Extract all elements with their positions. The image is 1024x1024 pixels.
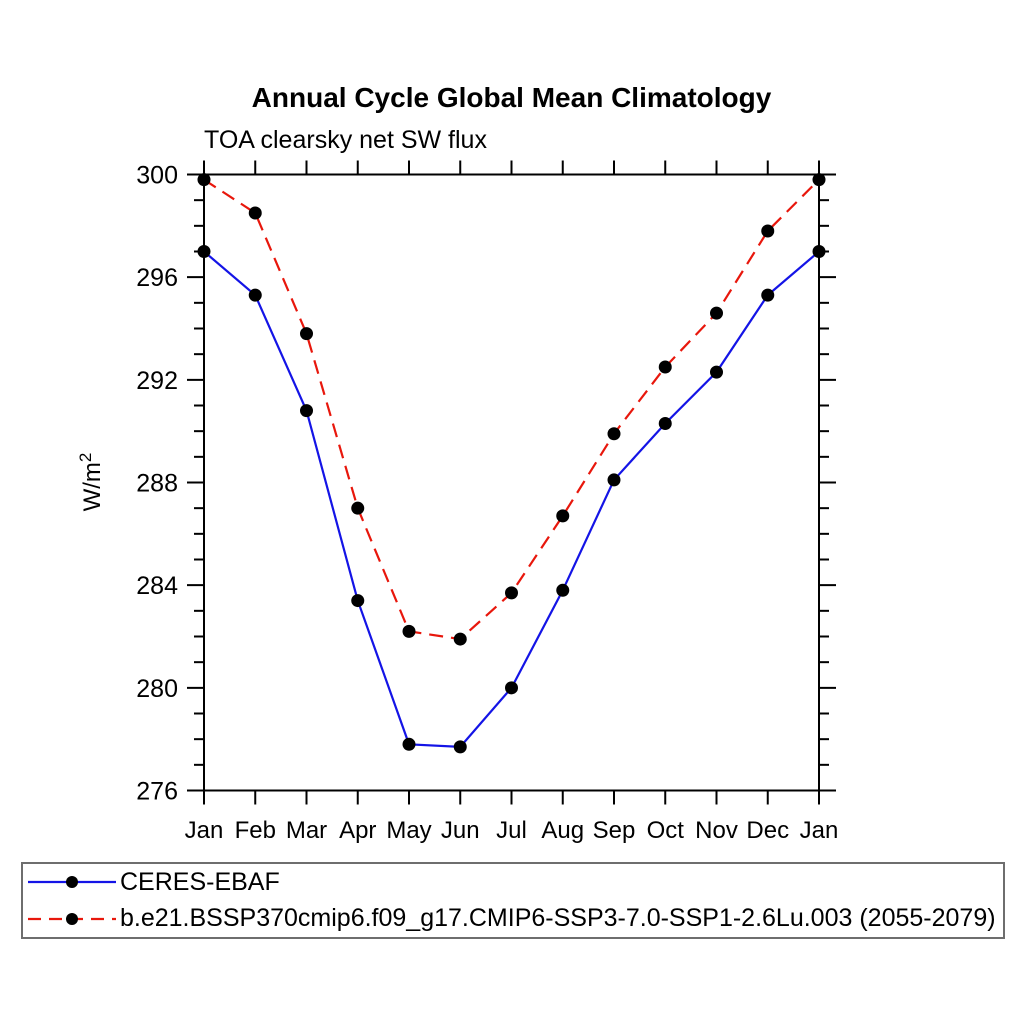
data-point-marker <box>300 404 313 417</box>
data-point-marker <box>813 173 826 186</box>
data-point-marker <box>249 207 262 220</box>
y-axis-title: $W/m^2$ <box>76 452 106 512</box>
x-tick-label: Apr <box>339 817 377 844</box>
data-point-marker <box>556 584 569 597</box>
x-tick-label: Jan <box>799 817 839 844</box>
data-point-marker <box>659 417 672 430</box>
chart-legend <box>21 862 1005 939</box>
data-point-marker <box>454 740 467 753</box>
data-point-marker <box>300 327 313 340</box>
y-tick-label: 292 <box>136 366 178 395</box>
x-tick-label: Jun <box>440 817 480 844</box>
legend-line-sample <box>26 873 118 891</box>
data-point-marker <box>659 361 672 374</box>
data-point-marker <box>710 366 723 379</box>
y-tick-label: 288 <box>136 469 178 498</box>
y-tick-label: 300 <box>136 161 178 190</box>
legend-item-0 <box>26 864 1003 901</box>
chart-subtitle: TOA clearsky net SW flux <box>204 126 487 154</box>
series-markers-0 <box>198 245 826 753</box>
data-point-marker <box>761 289 774 302</box>
series-line-1 <box>204 180 819 639</box>
data-point-marker <box>710 307 723 320</box>
x-axis <box>185 161 839 845</box>
y-tick-label: 280 <box>136 674 178 703</box>
legend-sample-marker-icon <box>66 913 78 925</box>
y-axis <box>136 162 836 806</box>
legend-item-1 <box>26 901 1003 938</box>
x-tick-label: Nov <box>695 817 738 844</box>
x-tick-label: Aug <box>541 817 585 844</box>
data-point-marker <box>505 681 518 694</box>
data-point-marker <box>608 473 621 486</box>
legend-label-0: CERES-EBAF <box>120 867 280 896</box>
x-tick-label: May <box>386 817 432 844</box>
data-point-marker <box>198 173 211 186</box>
data-point-marker <box>761 224 774 237</box>
data-point-marker <box>813 245 826 258</box>
legend-line-sample <box>26 910 118 928</box>
y-tick-label: 276 <box>136 777 178 806</box>
x-tick-label: Feb <box>234 817 276 844</box>
legend-label-1: b.e21.BSSP370cmip6.f09_g17.CMIP6-SSP3-7.0-SSP1-2.6Lu.003 (2055-2079) <box>120 904 996 933</box>
data-point-marker <box>454 633 467 646</box>
legend-sample-marker-icon <box>66 876 78 888</box>
data-point-marker <box>556 509 569 522</box>
data-point-marker <box>403 738 416 751</box>
data-point-marker <box>505 586 518 599</box>
series-line-0 <box>204 252 819 747</box>
x-tick-label: Jul <box>496 817 527 844</box>
series-markers-1 <box>198 173 826 645</box>
y-tick-label: 284 <box>136 572 178 601</box>
x-tick-label: Sep <box>592 817 636 844</box>
x-tick-label: Jan <box>184 817 224 844</box>
x-tick-label: Mar <box>285 817 328 844</box>
x-tick-label: Oct <box>646 817 684 844</box>
chart-title: Annual Cycle Global Mean Climatology <box>251 82 772 113</box>
y-tick-label: 296 <box>136 264 178 293</box>
plot-frame <box>204 175 819 791</box>
data-point-marker <box>351 594 364 607</box>
data-point-marker <box>198 245 211 258</box>
x-tick-label: Dec <box>746 817 790 844</box>
data-point-marker <box>608 427 621 440</box>
data-point-marker <box>403 625 416 638</box>
data-point-marker <box>249 289 262 302</box>
data-point-marker <box>351 502 364 515</box>
